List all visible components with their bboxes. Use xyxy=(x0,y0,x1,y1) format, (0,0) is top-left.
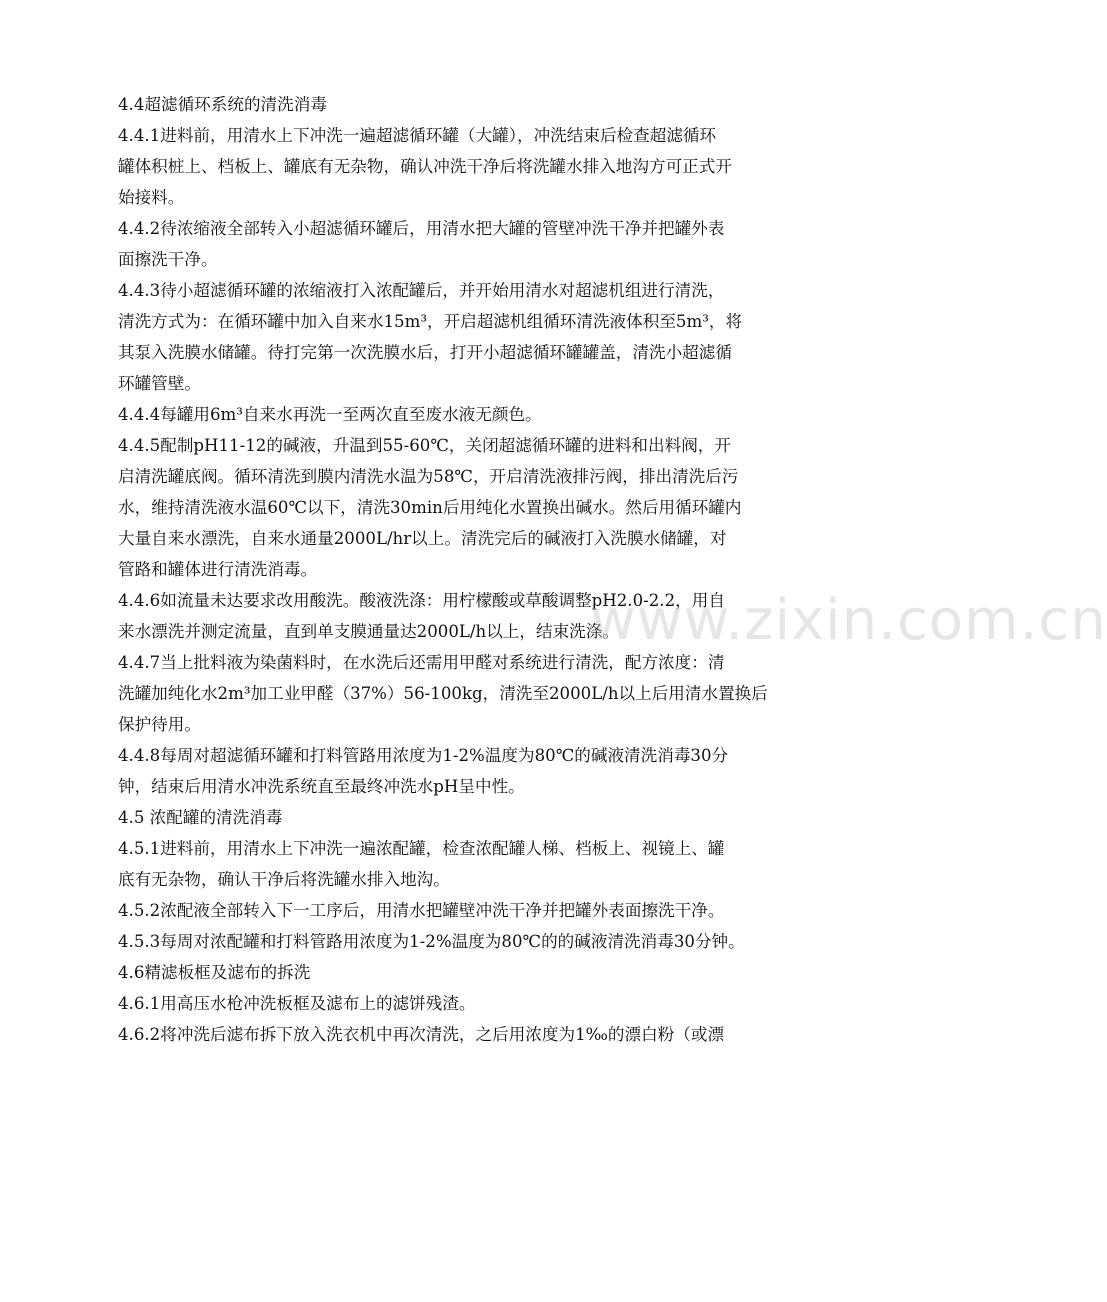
text-line: 4.4.6如流量未达要求改用酸洗。酸液洗涤：用柠檬酸或草酸调整pH2.0-2.2，用自 xyxy=(118,591,725,610)
text-line: 环罐管壁。 xyxy=(118,374,201,393)
text-line: 4.5.1进料前，用清水上下冲洗一遍浓配罐，检查浓配罐人梯、档板上、视镜上、罐 xyxy=(118,839,725,858)
text-line: 4.4.4每罐用6m³自来水再洗一至两次直至废水液无颜色。 xyxy=(118,405,542,424)
text-line: 洗罐加纯化水2m³加工业甲醛（37%）56-100kg，清洗至2000L/h以上后用清水置换后 xyxy=(118,684,768,703)
text-line: 管路和罐体进行清洗消毒。 xyxy=(118,560,318,579)
document-body xyxy=(118,89,808,1050)
text-line: 启清洗罐底阀。循环清洗到膜内清洗水温为58℃，开启清洗液排污阀，排出清洗后污 xyxy=(118,467,739,486)
text-line: 4.6.2将冲洗后滤布拆下放入洗衣机中再次清洗，之后用浓度为1‰的漂白粉（或漂 xyxy=(118,1025,725,1044)
text-line: 4.6.1用高压水枪冲洗板框及滤布上的滤饼残渣。 xyxy=(118,994,476,1013)
text-line: 底有无杂物，确认干净后将洗罐水排入地沟。 xyxy=(118,870,450,889)
text-line: 始接料。 xyxy=(118,188,185,207)
text-line: 4.4.3待小超滤循环罐的浓缩液打入浓配罐后，并开始用清水对超滤机组进行清洗， xyxy=(118,281,725,300)
text-line: 4.5.2浓配液全部转入下一工序后，用清水把罐壁冲洗干净并把罐外表面擦洗干净。 xyxy=(118,901,725,920)
heading-4-6: 4.6精滤板框及滤布的拆洗 xyxy=(118,963,311,982)
text-line: 罐体积桩上、档板上、罐底有无杂物，确认冲洗干净后将洗罐水排入地沟方可正式开 xyxy=(118,157,732,176)
text-line: 大量自来水漂洗，自来水通量2000L/hr以上。清洗完后的碱液打入洗膜水储罐，对 xyxy=(118,529,727,548)
text-line: 保护待用。 xyxy=(118,715,201,734)
watermark: www.zixin.com.cn xyxy=(590,588,1107,653)
text-line: 4.4.7当上批料液为染菌料时，在水洗后还需用甲醛对系统进行清洗，配方浓度：清 xyxy=(118,653,725,672)
text-line: 4.4.2待浓缩液全部转入小超滤循环罐后，用清水把大罐的管壁冲洗干净并把罐外表 xyxy=(118,219,725,238)
text-line: 钟，结束后用清水冲洗系统直至最终冲洗水pH呈中性。 xyxy=(118,777,525,796)
text-line: 4.4.8每周对超滤循环罐和打料管路用浓度为1-2%温度为80℃的碱液清洗消毒30分 xyxy=(118,746,729,765)
heading-4-5: 4.5 浓配罐的清洗消毒 xyxy=(118,808,283,827)
text-line: 4.5.3每周对浓配罐和打料管路用浓度为1-2%温度为80℃的的碱液清洗消毒30分钟。 xyxy=(118,932,745,951)
text-line: 面擦洗干净。 xyxy=(118,250,218,269)
text-line: 4.4.5配制pH11-12的碱液，升温到55-60℃，关闭超滤循环罐的进料和出料阀，开 xyxy=(118,436,731,455)
heading-4-4: 4.4超滤循环系统的清洗消毒 xyxy=(118,95,327,114)
text-line: 清洗方式为：在循环罐中加入自来水15m³，开启超滤机组循环清洗液体积至5m³，将 xyxy=(118,312,743,331)
text-line: 其泵入洗膜水储罐。待打完第一次洗膜水后，打开小超滤循环罐罐盖，清洗小超滤循 xyxy=(118,343,732,362)
text-line: 水，维持清洗液水温60℃以下，清洗30min后用纯化水置换出碱水。然后用循环罐内 xyxy=(118,498,742,517)
text-line: 4.4.1进料前，用清水上下冲洗一遍超滤循环罐（大罐），冲洗结束后检查超滤循环 xyxy=(118,126,717,145)
text-line: 来水漂洗并测定流量，直到单支膜通量达2000L/h以上，结束洗涤。 xyxy=(118,622,619,641)
